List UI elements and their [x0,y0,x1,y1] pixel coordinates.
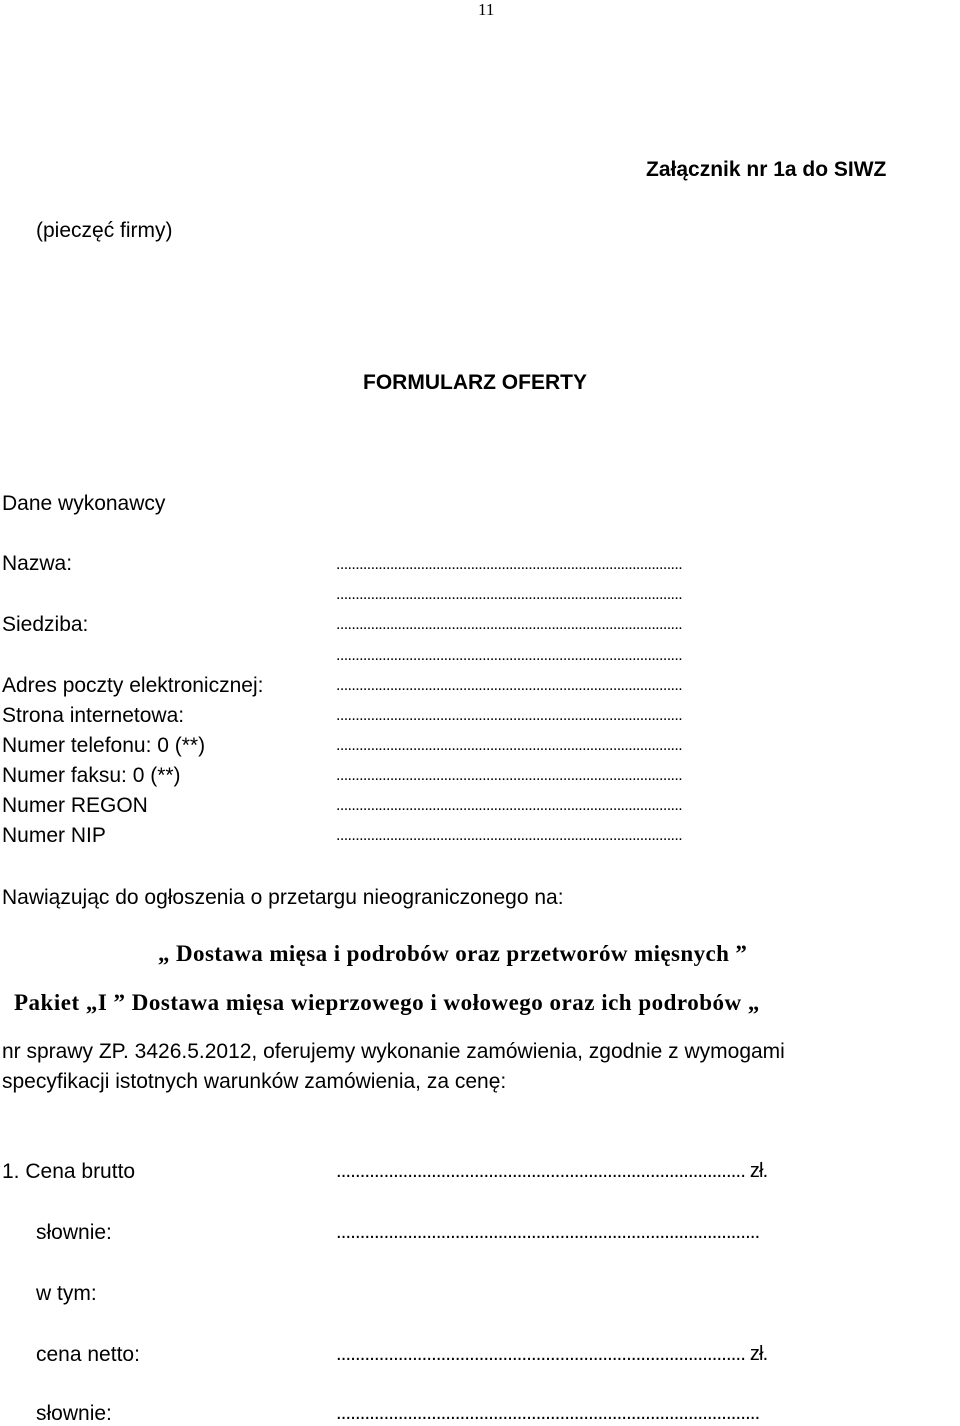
name-field-line-2[interactable]: .......................................................................................... [336,586,683,603]
case-number-line: nr sprawy ZP. 3426.5.2012, oferujemy wykonanie zamówienia, zgodnie z wymogami [2,1040,785,1063]
email-label: Adres poczty elektronicznej: [2,674,264,697]
regon-field-line[interactable]: .......................................................................................... [336,797,683,814]
seat-field-line[interactable]: .......................................................................................... [336,616,683,633]
fax-field-line[interactable]: .......................................................................................... [336,767,683,784]
seat-field-line-2[interactable]: .......................................................................................... [336,647,683,664]
nip-label: Numer NIP [2,824,106,847]
case-number-line-2: specyfikacji istotnych warunków zamówienia, za cenę: [2,1070,507,1093]
gross-price-label: 1. Cena brutto [2,1160,136,1183]
including-label: w tym: [36,1282,97,1305]
phone-label: Numer telefonu: 0 (**) [2,734,206,757]
form-title: FORMULARZ OFERTY [363,371,587,394]
gross-price-field[interactable]: ...................................................................................... zł. [336,1160,768,1182]
nip-field-line[interactable]: .......................................................................................... [336,827,683,844]
attachment-title: Załącznik nr 1a do SIWZ [646,158,887,181]
name-field-line[interactable]: .......................................................................................... [336,556,683,573]
gross-in-words-label: słownie: [36,1221,112,1244]
website-label: Strona internetowa: [2,704,185,727]
net-price-field[interactable]: ...................................................................................... zł. [336,1343,768,1365]
net-price-label: cena netto: [36,1343,140,1366]
website-field-line[interactable]: .......................................................................................... [336,707,683,724]
company-stamp: (pieczęć firmy) [36,219,173,242]
regon-label: Numer REGON [2,794,148,817]
tender-subject: „ Dostawa mięsa i podrobów oraz przetworów mięsnych ” [158,941,748,966]
gross-in-words-field[interactable]: ......................................................................................... [336,1221,760,1243]
fax-label: Numer faksu: 0 (**) [2,764,181,787]
phone-field-line[interactable]: .......................................................................................... [336,737,683,754]
net-in-words-label: słownie: [36,1402,112,1425]
contractor-section-title: Dane wykonawcy [2,492,166,515]
seat-label: Siedziba: [2,613,89,636]
package-title: Pakiet „I ” Dostawa mięsa wieprzowego i wołowego oraz ich podrobów „ [14,990,760,1015]
intro-text: Nawiązując do ogłoszenia o przetargu nieograniczonego na: [2,886,564,909]
email-field-line[interactable]: .......................................................................................... [336,677,683,694]
net-in-words-field[interactable]: ......................................................................................... [336,1402,760,1424]
name-label: Nazwa: [2,552,73,575]
page-number: 11 [478,0,495,19]
